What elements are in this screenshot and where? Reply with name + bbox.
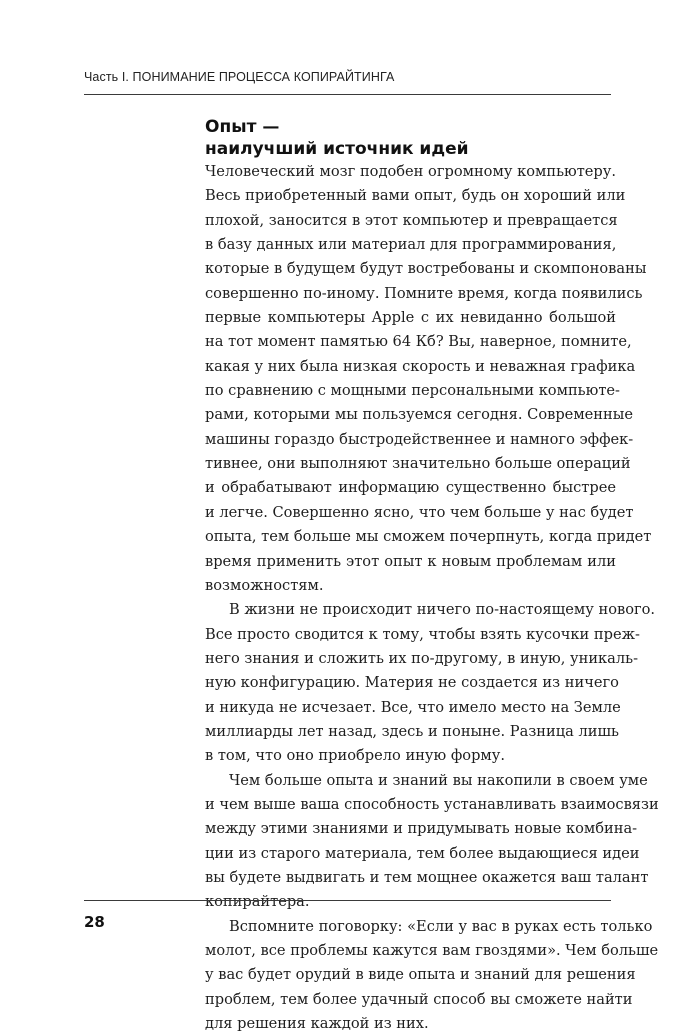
header-rule xyxy=(84,94,611,95)
page-number: 28 xyxy=(84,913,105,931)
text-line: у вас будет орудий в виде опыта и знаний для решения xyxy=(205,966,636,984)
text-line: между этими знаниями и придумывать новые комбина- xyxy=(205,820,638,838)
section-heading xyxy=(205,116,625,160)
text-line: какая у них была низкая скорость и неважная графика xyxy=(205,357,636,375)
text-line: В жизни не происходит ничего по-настоящему нового. xyxy=(229,601,656,619)
text-line: опыта, тем больше мы сможем почерпнуть, когда придет xyxy=(205,528,652,546)
text-line: в том, что оно приобрело иную форму. xyxy=(205,747,505,765)
text-line: миллиарды лет назад, здесь и поныне. Разница лишь xyxy=(205,722,619,740)
text-line: на тот момент памятью 64 Кб? Вы, наверное, помните, xyxy=(205,333,632,351)
paragraph xyxy=(205,769,659,915)
text-line: машины гораздо быстродейственнее и намного эффек- xyxy=(205,430,634,448)
paragraph xyxy=(205,160,652,598)
text-line: в базу данных или материал для программирования, xyxy=(205,236,617,254)
section-heading-line: наилучший источник идей xyxy=(205,139,469,159)
text-line: тивнее, они выполняют значительно больше операций xyxy=(205,455,631,473)
text-line: Весь приобретенный вами опыт, будь он хороший или xyxy=(205,187,626,205)
section-heading-line: Опыт — xyxy=(205,117,280,137)
paragraph xyxy=(205,598,656,768)
text-line: ции из старого материала, тем более выдающиеся идеи xyxy=(205,844,640,862)
running-head: Часть I. ПОНИМАНИЕ ПРОЦЕССА КОПИРАЙТИНГА xyxy=(84,70,395,84)
text-line: рами, которыми мы пользуемся сегодня. Современные xyxy=(205,406,634,424)
text-line: Вспомните поговорку: «Если у вас в руках есть только xyxy=(229,917,653,935)
body-text xyxy=(205,160,659,1036)
text-line: вы будете выдвигать и тем мощнее окажется ваш талант xyxy=(205,868,649,886)
text-line: копирайтера. xyxy=(205,893,310,911)
text-line: по сравнению с мощными персональными компьюте- xyxy=(205,382,620,400)
text-line: для решения каждой из них. xyxy=(205,1015,429,1033)
text-line: первые компьютеры Apple с их невиданно большой xyxy=(205,309,616,327)
text-line: которые в будущем будут востребованы и скомпонованы xyxy=(205,260,647,278)
text-line: него знания и сложить их по-другому, в иную, уникаль- xyxy=(205,649,639,667)
text-line: ную конфигурацию. Материя не создается из ничего xyxy=(205,674,619,692)
text-line: совершенно по-иному. Помните время, когда появились xyxy=(205,284,643,302)
text-line: Все просто сводится к тому, чтобы взять кусочки преж- xyxy=(205,625,640,643)
paragraph xyxy=(205,915,659,1036)
text-line: и легче. Совершенно ясно, что чем больше у нас будет xyxy=(205,503,634,521)
text-line: Чем больше опыта и знаний вы накопили в своем уме xyxy=(229,771,648,789)
text-line: проблем, тем более удачный способ вы сможете найти xyxy=(205,990,633,1008)
text-line: молот, все проблемы кажутся вам гвоздями». Чем больше xyxy=(205,942,659,959)
text-line: и чем выше ваша способность устанавливать взаимосвязи xyxy=(205,795,659,813)
text-line: и никуда не исчезает. Все, что имело место на Земле xyxy=(205,698,621,716)
text-line: и обрабатывают информацию существенно быстрее xyxy=(205,479,616,497)
text-line: Человеческий мозг подобен огромному компьютеру. xyxy=(205,163,616,180)
text-line: возможностям. xyxy=(205,576,324,594)
text-line: время применить этот опыт к новым проблемам или xyxy=(205,552,616,570)
text-line: плохой, заносится в этот компьютер и превращается xyxy=(205,211,618,229)
footer-rule xyxy=(84,900,611,901)
